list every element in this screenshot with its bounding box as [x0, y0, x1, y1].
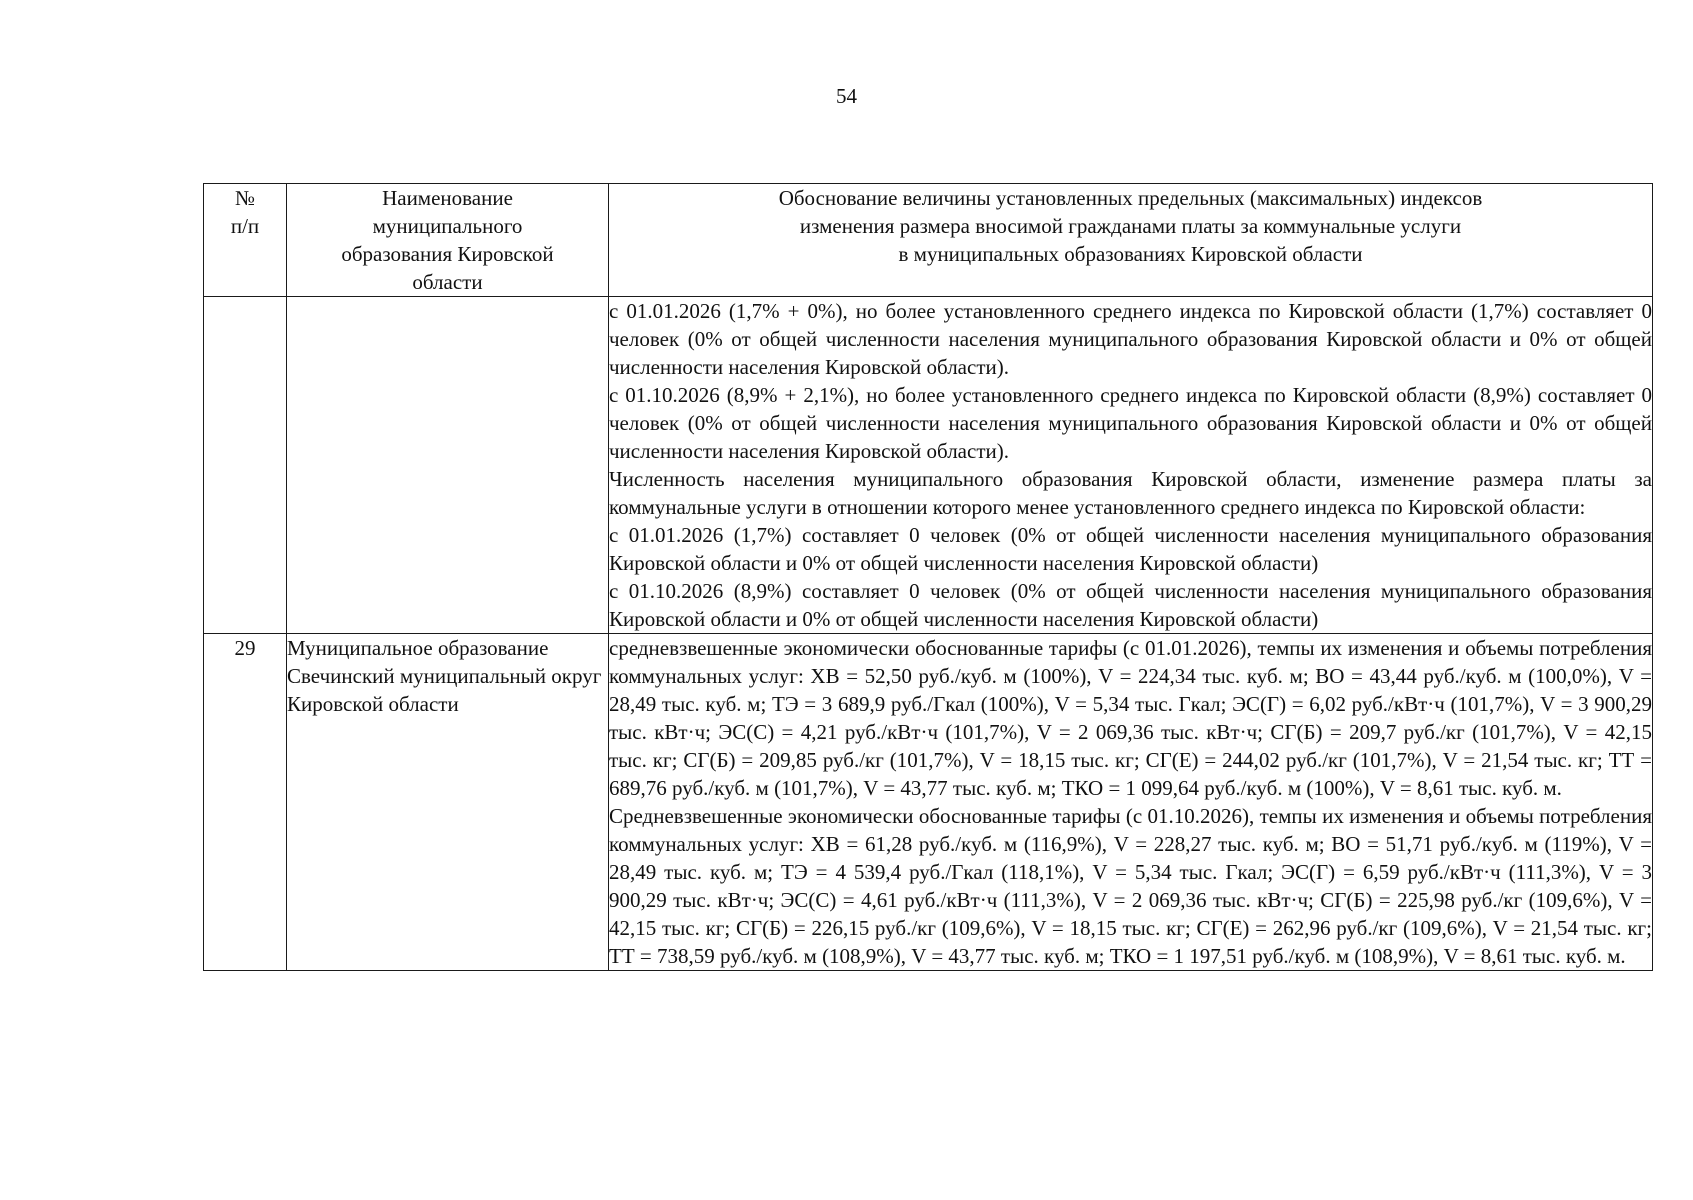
header-justification-line: Обоснование величины установленных предельных (максимальных) индексов — [778, 186, 1483, 210]
header-justification-line: изменения размера вносимой гражданами платы за коммунальные услуги — [799, 214, 1462, 238]
justification-paragraph: с 01.10.2026 (8,9% + 2,1%), но более установленного среднего индекса по Кировской области (8,9%) составляет 0 человек (0% от общей численности населения муниципального образования Кировской области и 0% от общей численности населения Кировской области). — [609, 383, 1652, 463]
header-name-line: муниципального — [372, 214, 523, 238]
row-justification — [609, 297, 1653, 634]
header-number-line: № — [234, 186, 256, 210]
justification-paragraph: с 01.01.2026 (1,7%) составляет 0 человек (0% от общей численности населения муниципального образования Кировской области и 0% от общей численности населения Кировской области) — [609, 523, 1652, 575]
header-justification — [609, 184, 1653, 297]
header-number-line: п/п — [230, 214, 260, 238]
header-name-line: Наименование — [382, 186, 513, 210]
justification-table — [203, 183, 1653, 971]
justification-paragraph: Средневзвешенные экономически обоснованные тарифы (с 01.10.2026), темпы их изменения и объемы потребления коммунальных услуг: ХВ = 61,28 руб./куб. м (116,9%), V = 228,27 тыс. куб. м; ВО = 51,71 руб./куб. м (119%), V = 28,49 тыс. куб. м; ТЭ = 4 539,4 руб./Гкал (118,1%), V = 5,34 тыс. Гкал; ЭС(Г) = 6,59 руб./кВт·ч (111,3%), V = 3 900,29 тыс. кВт·ч; ЭС(С) = 4,61 руб./кВт·ч (111,3%), V = 2 069,36 тыс. кВт·ч; СГ(Б) = 225,98 руб./кг (109,6%), V = 42,15 тыс. кг; СГ(Б) = 226,15 руб./кг (109,6%), V = 18,15 тыс. кг; СГ(Е) = 262,96 руб./кг (109,6%), V = 21,54 тыс. кг; ТТ = 738,59 руб./куб. м (108,9%), V = 43,77 тыс. куб. м; ТКО = 1 197,51 руб./куб. м (108,9%), V = 8,61 тыс. куб. м. — [609, 804, 1652, 968]
justification-paragraph: с 01.01.2026 (1,7% + 0%), но более установленного среднего индекса по Кировской области (1,7%) составляет 0 человек (0% от общей численности населения муниципального образования Кировской области и 0% от общей численности населения Кировской области). — [609, 299, 1652, 379]
justification-paragraph: Численность населения муниципального образования Кировской области, изменение размера платы за коммунальные услуги в отношении которого менее установленного среднего индекса по Кировской области: — [609, 467, 1652, 519]
row-number: 29 — [204, 634, 287, 971]
header-name-line: области — [412, 270, 483, 294]
table-header-row — [204, 184, 1653, 297]
row-municipality-name — [287, 297, 609, 634]
table-row — [204, 297, 1653, 634]
header-justification-line: в муниципальных образованиях Кировской области — [898, 242, 1363, 266]
header-municipality-name — [287, 184, 609, 297]
table-row — [204, 634, 1653, 971]
justification-paragraph: с 01.10.2026 (8,9%) составляет 0 человек (0% от общей численности населения муниципального образования Кировской области и 0% от общей численности населения Кировской области) — [609, 579, 1652, 631]
page-number: 54 — [836, 84, 857, 108]
header-name-line: образования Кировской — [341, 242, 554, 266]
row-number — [204, 297, 287, 634]
justification-paragraph: средневзвешенные экономически обоснованные тарифы (с 01.01.2026), темпы их изменения и объемы потребления коммунальных услуг: ХВ = 52,50 руб./куб. м (100%), V = 224,34 тыс. куб. м; ВО = 43,44 руб./куб. м (100,0%), V = 28,49 тыс. куб. м; ТЭ = 3 689,9 руб./Гкал (100%), V = 5,34 тыс. Гкал; ЭС(Г) = 6,02 руб./кВт·ч (101,7%), V = 3 900,29 тыс. кВт·ч; ЭС(С) = 4,21 руб./кВт·ч (101,7%), V = 2 069,36 тыс. кВт·ч; СГ(Б) = 209,7 руб./кг (101,7%), V = 42,15 тыс. кг; СГ(Б) = 209,85 руб./кг (101,7%), V = 18,15 тыс. кг; СГ(Е) = 244,02 руб./кг (101,7%), V = 21,54 тыс. кг; ТТ = 689,76 руб./куб. м (101,7%), V = 43,77 тыс. куб. м; ТКО = 1 099,64 руб./куб. м (100%), V = 8,61 тыс. куб. м. — [609, 636, 1652, 800]
header-number — [204, 184, 287, 297]
row-municipality-name: Муниципальное образование Свечинский муниципальный округ Кировской области — [287, 634, 609, 971]
row-justification — [609, 634, 1653, 971]
